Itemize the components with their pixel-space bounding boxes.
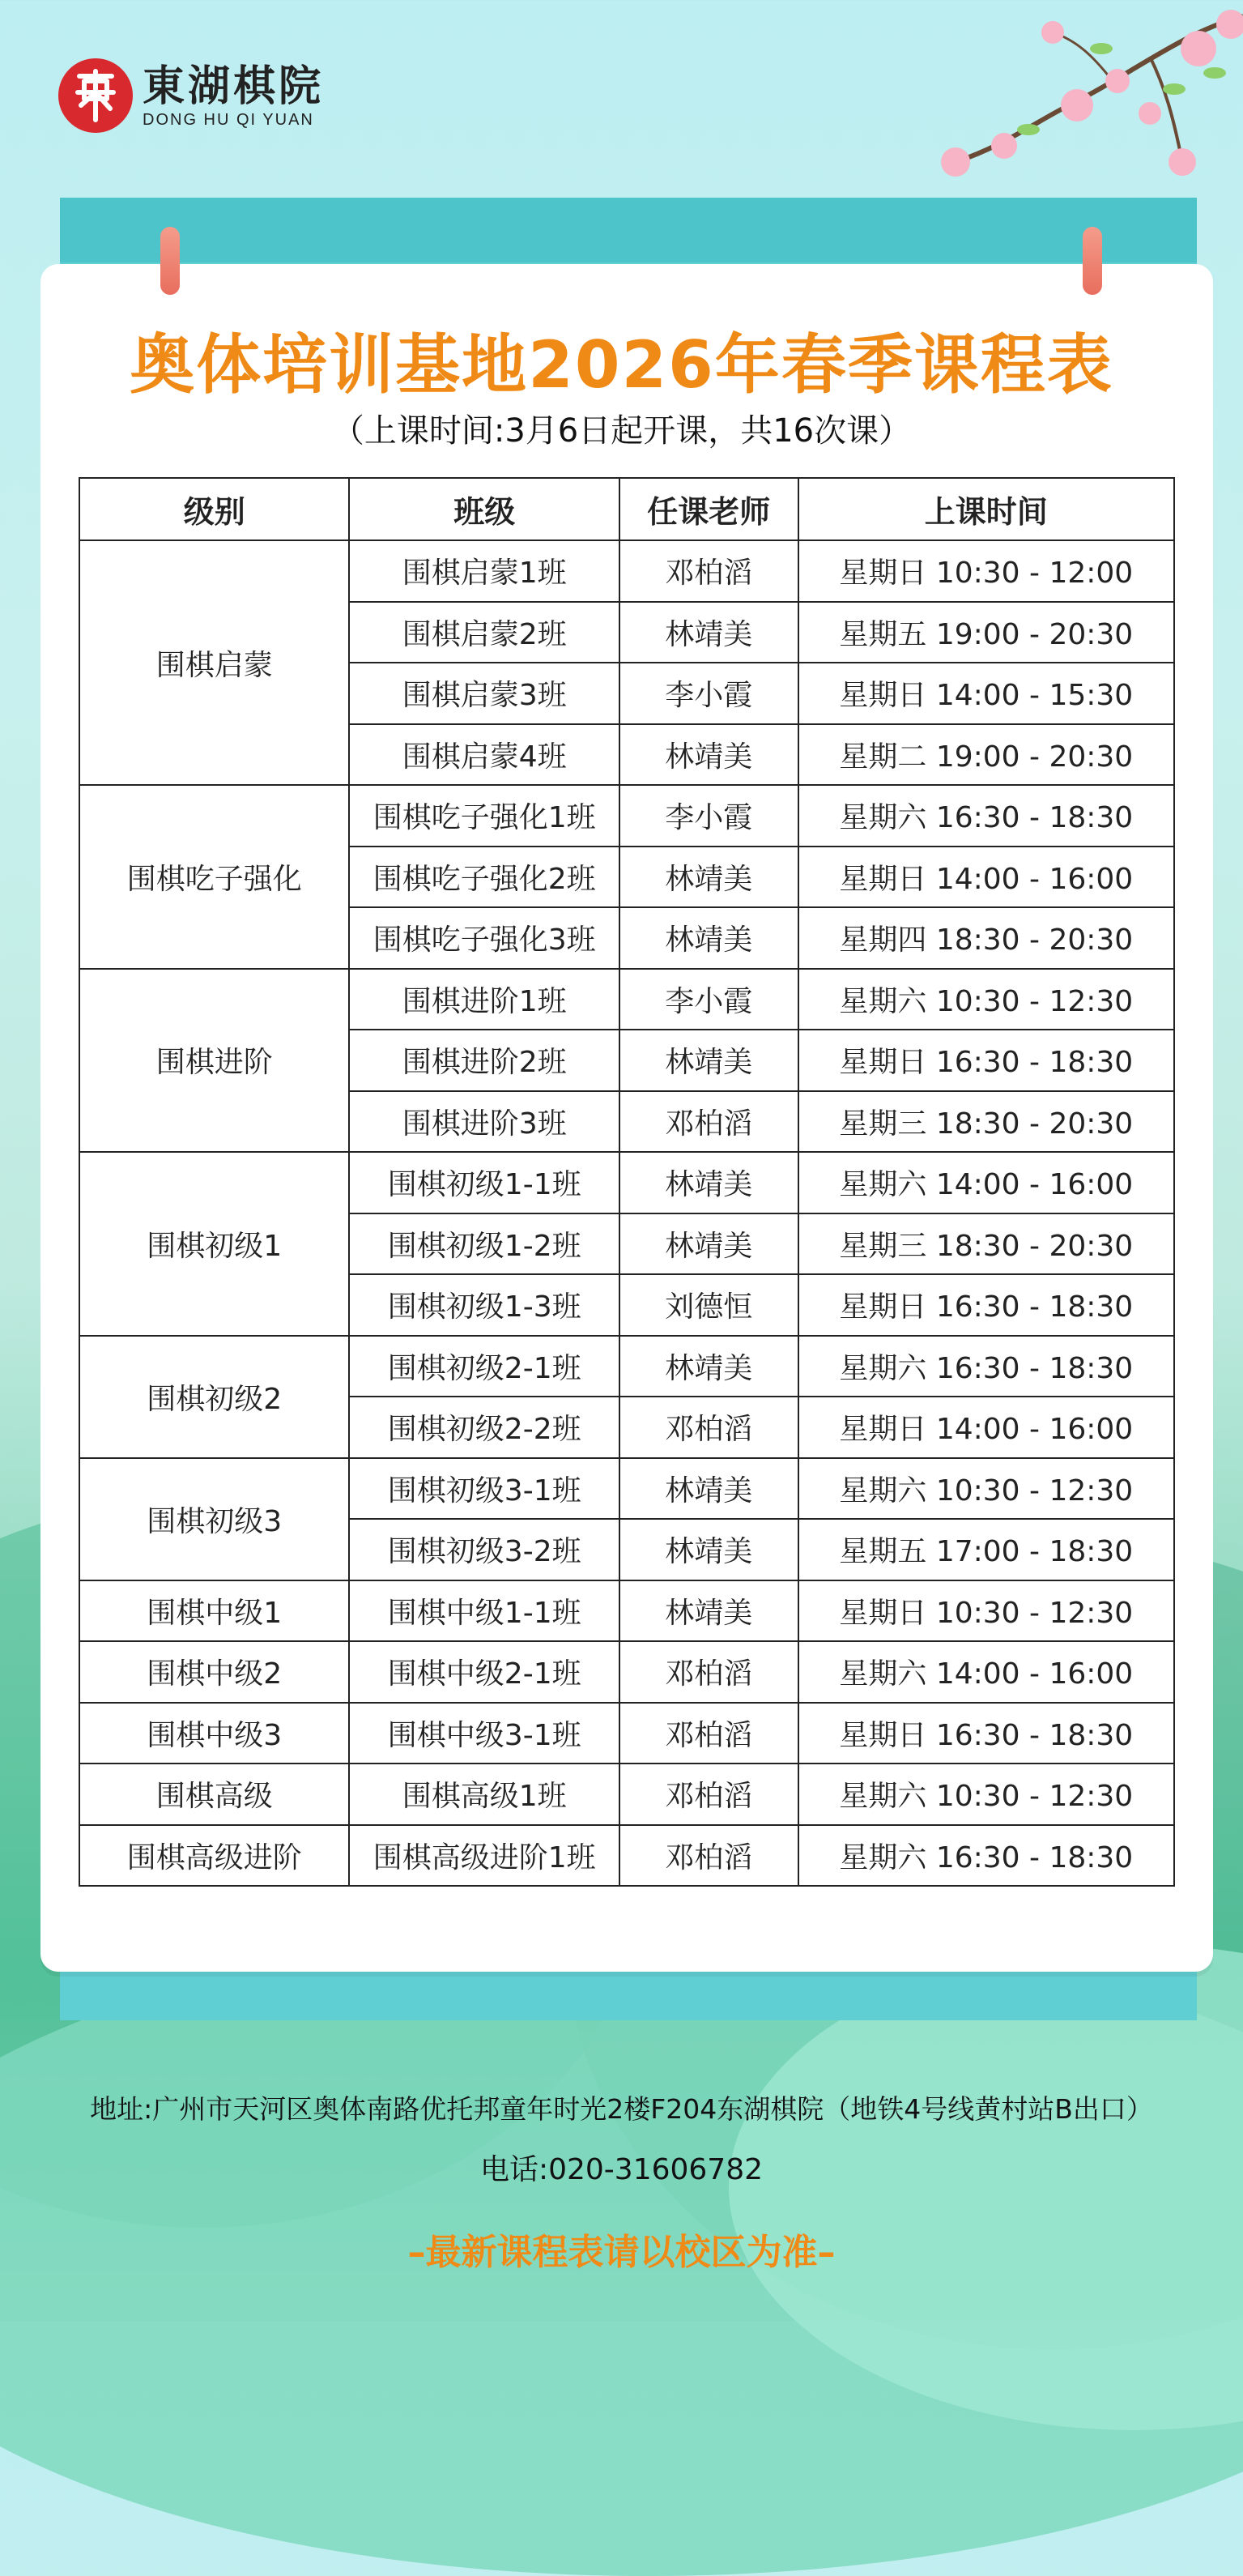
class-cell: 围棋中级1-1班 xyxy=(349,1580,619,1642)
teacher-cell: 邓柏滔 xyxy=(619,1764,798,1825)
class-cell: 围棋中级3-1班 xyxy=(349,1703,619,1764)
teacher-cell: 邓柏滔 xyxy=(619,540,798,602)
brand-logo xyxy=(57,57,324,134)
pin-icon xyxy=(160,227,180,295)
teacher-cell: 刘德恒 xyxy=(619,1274,798,1336)
teacher-cell: 林靖美 xyxy=(619,724,798,786)
class-cell: 围棋启蒙1班 xyxy=(349,540,619,602)
phone-text: 电话:020-31606782 xyxy=(479,2153,764,2186)
table-row xyxy=(79,1458,1174,1520)
level-cell: 围棋中级2 xyxy=(79,1641,349,1703)
class-cell: 围棋启蒙2班 xyxy=(349,602,619,663)
pin-icon xyxy=(1083,227,1102,295)
class-cell: 围棋初级1-1班 xyxy=(349,1152,619,1213)
page-title: 奥体培训基地2026年春季课程表 xyxy=(130,327,1113,403)
teacher-cell: 李小霞 xyxy=(619,663,798,724)
level-cell: 围棋初级1 xyxy=(79,1152,349,1336)
time-cell: 星期二 19:00 - 20:30 xyxy=(798,724,1174,786)
teacher-cell: 林靖美 xyxy=(619,1458,798,1520)
class-cell: 围棋进阶2班 xyxy=(349,1030,619,1091)
teacher-cell: 林靖美 xyxy=(619,602,798,663)
table-row xyxy=(79,1764,1174,1825)
teacher-cell: 林靖美 xyxy=(619,847,798,908)
time-cell: 星期六 16:30 - 18:30 xyxy=(798,785,1174,847)
time-cell: 星期日 16:30 - 18:30 xyxy=(798,1274,1174,1336)
time-cell: 星期日 10:30 - 12:00 xyxy=(798,540,1174,602)
logo-seal-icon xyxy=(57,57,134,134)
teacher-cell: 林靖美 xyxy=(619,1213,798,1275)
teacher-cell: 邓柏滔 xyxy=(619,1825,798,1887)
time-cell: 星期日 10:30 - 12:30 xyxy=(798,1580,1174,1642)
class-cell: 围棋初级3-1班 xyxy=(349,1458,619,1520)
table-row xyxy=(79,785,1174,847)
class-cell: 围棋进阶3班 xyxy=(349,1091,619,1153)
teacher-cell: 林靖美 xyxy=(619,1519,798,1580)
time-cell: 星期六 10:30 - 12:30 xyxy=(798,1764,1174,1825)
table-row xyxy=(79,1825,1174,1887)
time-cell: 星期五 17:00 - 18:30 xyxy=(798,1519,1174,1580)
time-cell: 星期六 16:30 - 18:30 xyxy=(798,1336,1174,1397)
level-cell: 围棋初级2 xyxy=(79,1336,349,1458)
teacher-cell: 林靖美 xyxy=(619,1580,798,1642)
notice-text: –最新课程表请以校区为准– xyxy=(407,2232,836,2273)
level-cell: 围棋进阶 xyxy=(79,969,349,1153)
table-row xyxy=(79,1641,1174,1703)
time-cell: 星期六 16:30 - 18:30 xyxy=(798,1825,1174,1887)
teacher-cell: 林靖美 xyxy=(619,907,798,969)
class-cell: 围棋进阶1班 xyxy=(349,969,619,1030)
class-cell: 围棋初级2-2班 xyxy=(349,1397,619,1458)
table-row xyxy=(79,1152,1174,1213)
class-cell: 围棋初级1-3班 xyxy=(349,1274,619,1336)
peach-blossom-branch-icon xyxy=(907,0,1243,194)
class-cell: 围棋吃子强化2班 xyxy=(349,847,619,908)
table-row xyxy=(79,540,1174,602)
class-cell: 围棋吃子强化1班 xyxy=(349,785,619,847)
time-cell: 星期三 18:30 - 20:30 xyxy=(798,1091,1174,1153)
column-header-class: 班级 xyxy=(349,478,619,540)
class-cell: 围棋高级1班 xyxy=(349,1764,619,1825)
teacher-cell: 邓柏滔 xyxy=(619,1641,798,1703)
time-cell: 星期四 18:30 - 20:30 xyxy=(798,907,1174,969)
brand-name-cn: 東湖棋院 xyxy=(143,61,325,111)
time-cell: 星期五 19:00 - 20:30 xyxy=(798,602,1174,663)
time-cell: 星期日 16:30 - 18:30 xyxy=(798,1030,1174,1091)
time-cell: 星期日 14:00 - 15:30 xyxy=(798,663,1174,724)
level-cell: 围棋高级 xyxy=(79,1764,349,1825)
table-row xyxy=(79,1703,1174,1764)
teacher-cell: 李小霞 xyxy=(619,969,798,1030)
time-cell: 星期六 10:30 - 12:30 xyxy=(798,969,1174,1030)
teacher-cell: 林靖美 xyxy=(619,1030,798,1091)
time-cell: 星期日 14:00 - 16:00 xyxy=(798,1397,1174,1458)
class-cell: 围棋中级2-1班 xyxy=(349,1641,619,1703)
level-cell: 围棋初级3 xyxy=(79,1458,349,1580)
class-cell: 围棋启蒙4班 xyxy=(349,724,619,786)
teacher-cell: 邓柏滔 xyxy=(619,1397,798,1458)
schedule-board-strip xyxy=(60,198,1197,262)
column-header-teacher: 任课老师 xyxy=(619,478,798,540)
class-cell: 围棋初级1-2班 xyxy=(349,1213,619,1275)
table-row xyxy=(79,1580,1174,1642)
teacher-cell: 邓柏滔 xyxy=(619,1091,798,1153)
class-cell: 围棋高级进阶1班 xyxy=(349,1825,619,1887)
time-cell: 星期日 14:00 - 16:00 xyxy=(798,847,1174,908)
page-subtitle: （上课时间:3月6日起开课，共16次课） xyxy=(331,412,912,450)
teacher-cell: 李小霞 xyxy=(619,785,798,847)
table-row xyxy=(79,1336,1174,1397)
time-cell: 星期日 16:30 - 18:30 xyxy=(798,1703,1174,1764)
level-cell: 围棋中级3 xyxy=(79,1703,349,1764)
level-cell: 围棋高级进阶 xyxy=(79,1825,349,1887)
class-cell: 围棋初级3-2班 xyxy=(349,1519,619,1580)
level-cell: 围棋中级1 xyxy=(79,1580,349,1642)
level-cell: 围棋启蒙 xyxy=(79,540,349,785)
address-text: 地址:广州市天河区奥体南路优托邦童年时光2楼F204东湖棋院（地铁4号线黄村站B出口） xyxy=(90,2093,1153,2125)
time-cell: 星期六 10:30 - 12:30 xyxy=(798,1458,1174,1520)
teacher-cell: 林靖美 xyxy=(619,1152,798,1213)
class-cell: 围棋初级2-1班 xyxy=(349,1336,619,1397)
time-cell: 星期三 18:30 - 20:30 xyxy=(798,1213,1174,1275)
class-cell: 围棋启蒙3班 xyxy=(349,663,619,724)
column-header-level: 级别 xyxy=(79,478,349,540)
schedule-table xyxy=(79,477,1175,1887)
time-cell: 星期六 14:00 - 16:00 xyxy=(798,1641,1174,1703)
level-cell: 围棋吃子强化 xyxy=(79,785,349,969)
table-header-row xyxy=(79,478,1174,540)
brand-name-en: DONG HU QI YUAN xyxy=(143,110,314,129)
time-cell: 星期六 14:00 - 16:00 xyxy=(798,1152,1174,1213)
teacher-cell: 林靖美 xyxy=(619,1336,798,1397)
teacher-cell: 邓柏滔 xyxy=(619,1703,798,1764)
column-header-time: 上课时间 xyxy=(798,478,1174,540)
table-row xyxy=(79,969,1174,1030)
class-cell: 围棋吃子强化3班 xyxy=(349,907,619,969)
